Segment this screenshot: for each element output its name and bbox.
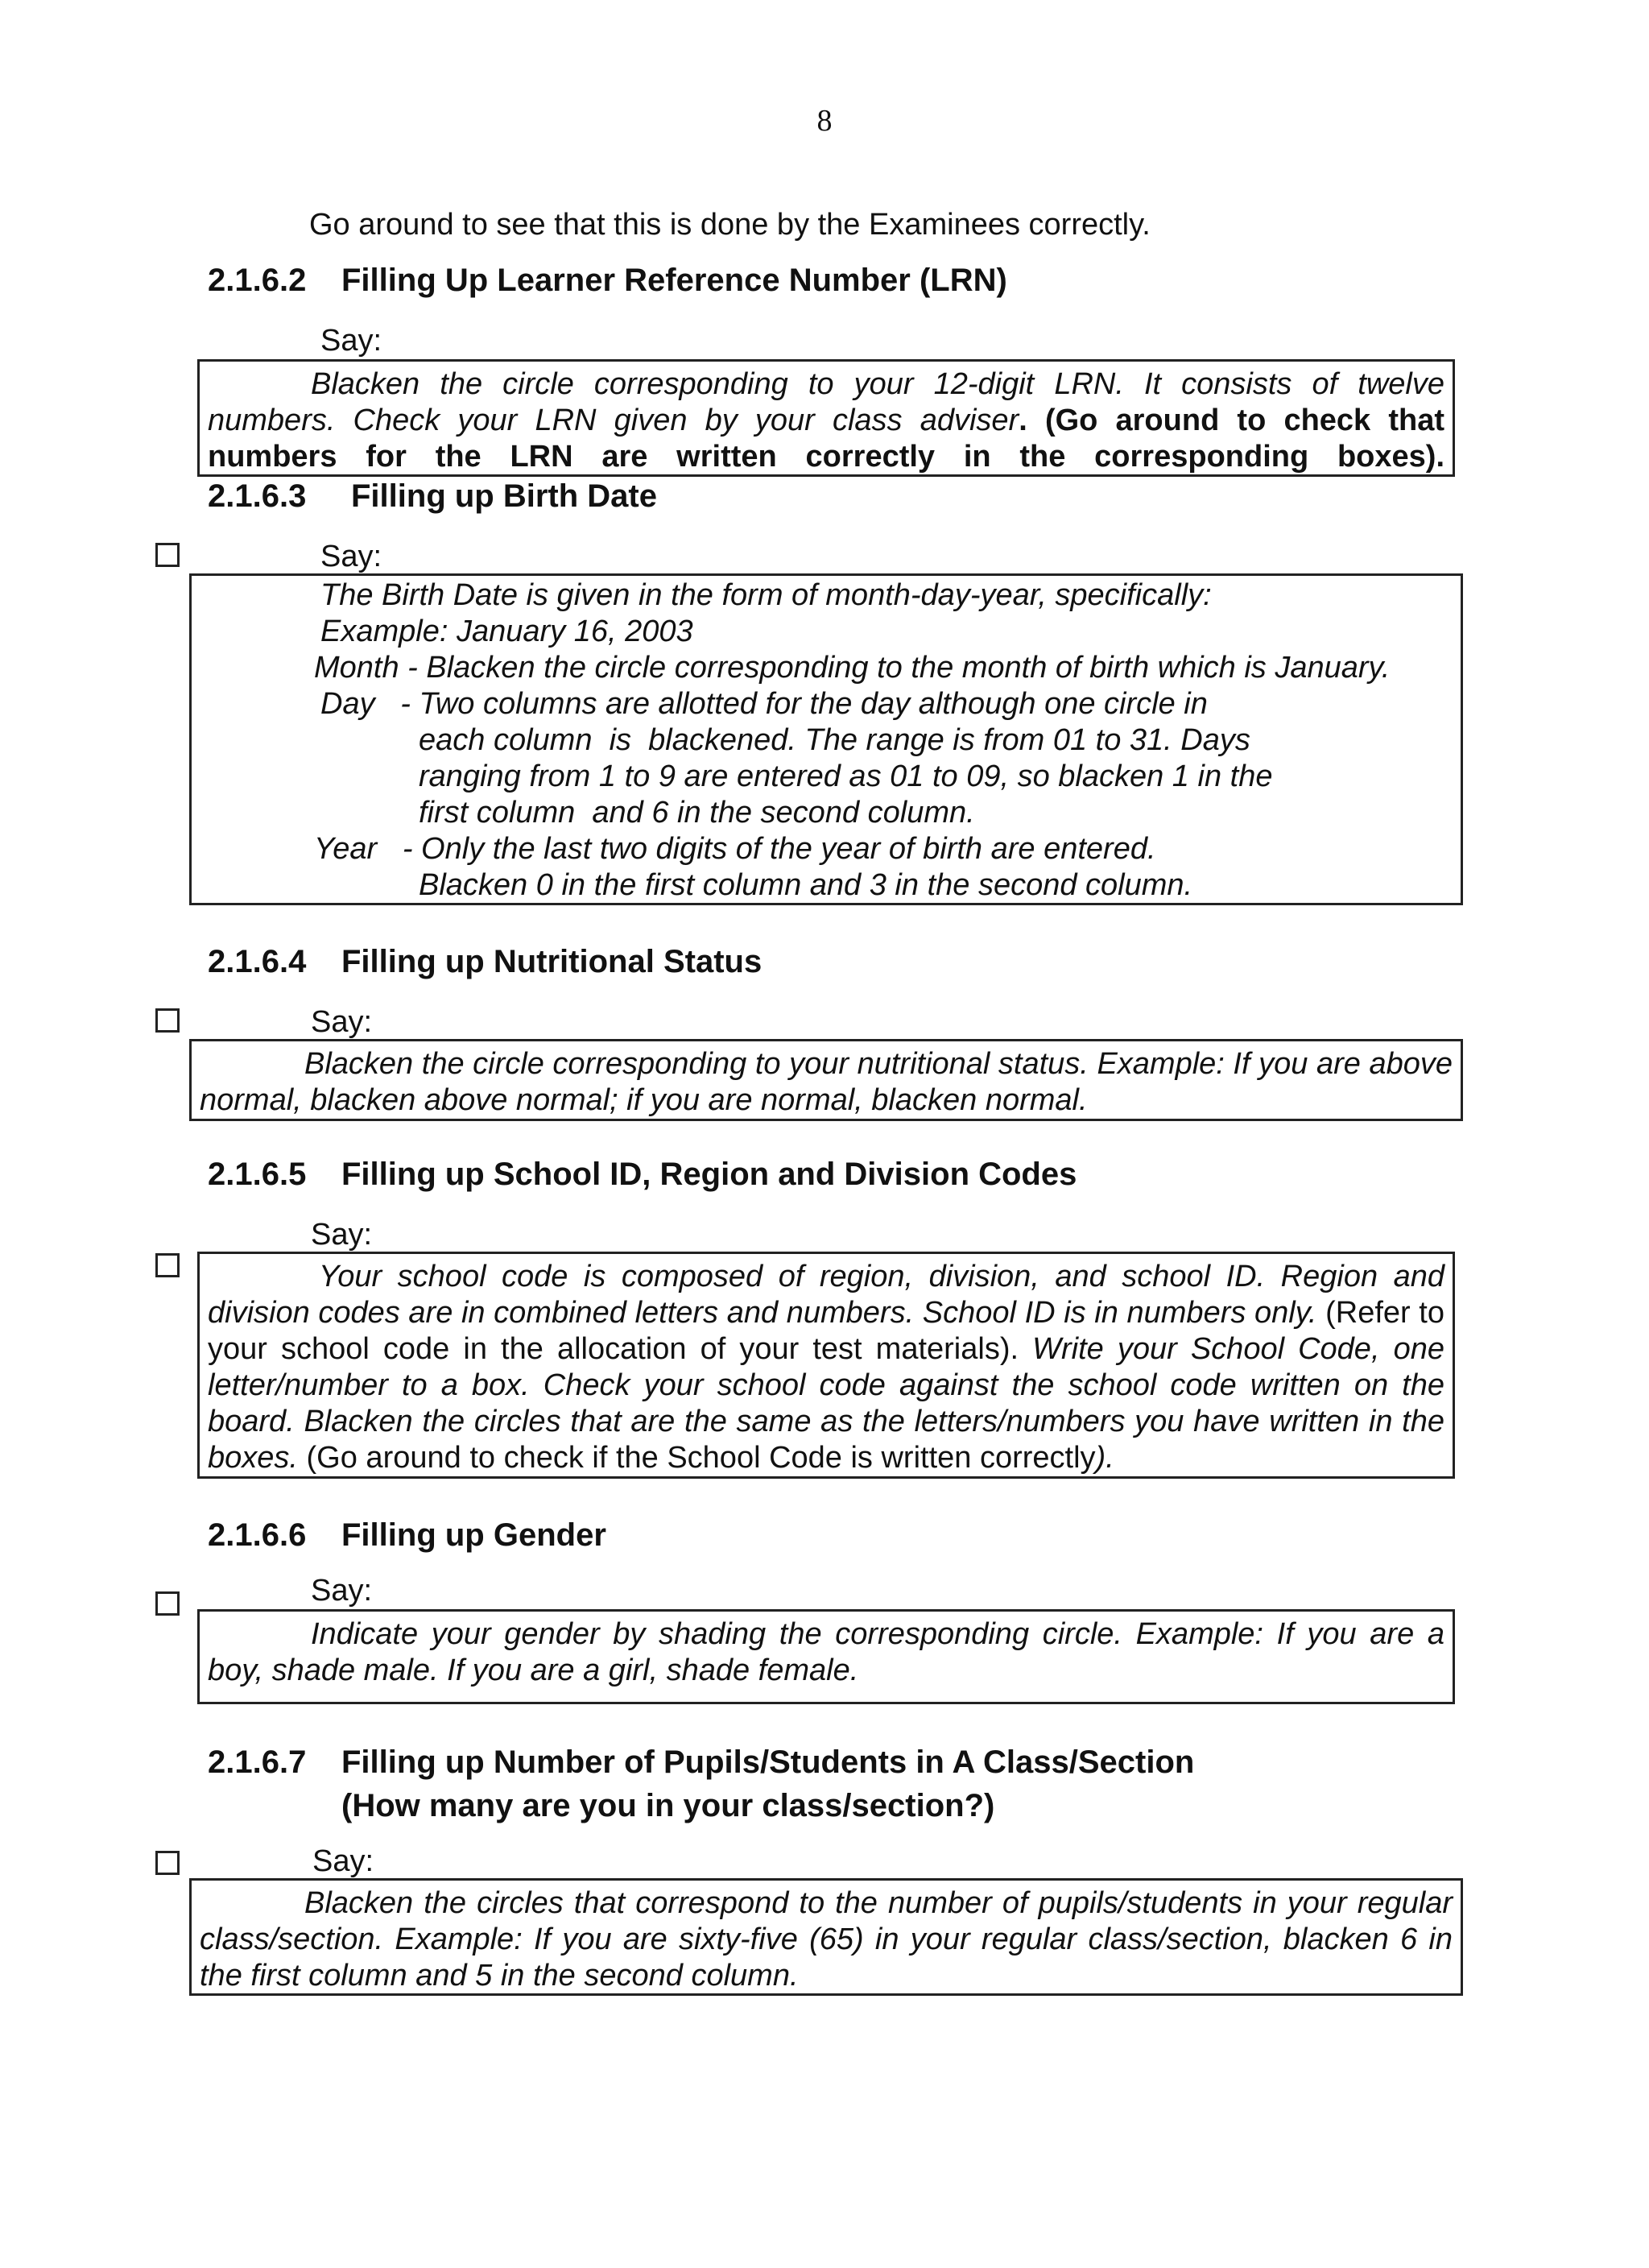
section-heading-pupils	[208, 1744, 1194, 1781]
instruction-text	[208, 1259, 1444, 1476]
instruction-italic: Write your School Code, one letter/number to a box. Check your school code against the school code written on the board. Blacken the circles that are the same as the letters/numbers you have written in the boxes.	[208, 1332, 1444, 1475]
birth-line: Month - Blacken the circle corresponding to the month of birth which is January.	[314, 651, 1391, 685]
say-label: Say:	[311, 1005, 373, 1039]
page-number: 8	[816, 104, 833, 138]
section-number: 2.1.6.2	[208, 263, 307, 298]
checkbox[interactable]	[155, 1591, 180, 1616]
instruction-normal: (Refer to your school code in the allocation of your test materials).	[208, 1296, 1444, 1366]
section-number: 2.1.6.5	[208, 1157, 307, 1192]
section-number: 2.1.6.6	[208, 1517, 307, 1553]
instruction-box-birth	[189, 573, 1463, 905]
section-number: 2.1.6.7	[208, 1744, 307, 1780]
instruction-box-pupils	[189, 1878, 1463, 1996]
say-label: Say:	[312, 1844, 374, 1878]
intro-text: Go around to see that this is done by the Examinees correctly.	[309, 208, 1151, 242]
section-title: Filling up Number of Pupils/Students in A Class/Section	[341, 1744, 1195, 1780]
section-heading-lrn	[208, 263, 1007, 299]
say-label: Say:	[320, 540, 382, 573]
birth-line: ranging from 1 to 9 are entered as 01 to 09, so blacken 1 in the	[419, 759, 1273, 793]
birth-line: Year - Only the last two digits of the year of birth are entered.	[314, 832, 1156, 866]
instruction-box-nutrition	[189, 1039, 1463, 1121]
instruction-text: Indicate your gender by shading the corresponding circle. Example: If you are a boy, shade male. If you are a girl, shade female.	[208, 1617, 1444, 1687]
instruction-italic: ).	[1095, 1441, 1114, 1475]
instruction-box-lrn	[197, 359, 1455, 477]
section-heading-school	[208, 1157, 1077, 1193]
instruction-bold: (Go around to check that numbers for the LRN are written correctly in the corresponding boxes).	[208, 404, 1444, 474]
birth-line: Example: January 16, 2003	[320, 615, 693, 648]
instruction-text: Blacken the circles that correspond to the number of pupils/students in your regular class/section. Example: If you are sixty-five (65) in your regular class/section, blacken 6 in the first column and 5 in the second column.	[200, 1886, 1453, 1993]
section-title: Filling Up Learner Reference Number (LRN)	[341, 263, 1007, 298]
section-heading-nutrition	[208, 944, 762, 980]
birth-line: Day - Two columns are allotted for the day although one circle in	[320, 687, 1208, 721]
section-subtitle: (How many are you in your class/section?)	[341, 1788, 995, 1823]
say-label: Say:	[311, 1218, 373, 1252]
instruction-period: .	[1019, 404, 1027, 437]
checkbox[interactable]	[155, 543, 180, 567]
section-heading-gender	[208, 1517, 606, 1554]
say-label: Say:	[320, 324, 382, 358]
instruction-italic: Your school code is composed of region, division, and school ID. Region and division codes are in combined letters and numbers. School ID is in numbers only.	[208, 1260, 1444, 1330]
birth-line: first column and 6 in the second column.	[419, 796, 975, 830]
instruction-text	[208, 366, 1444, 475]
section-title: Filling up Nutritional Status	[341, 944, 763, 979]
birth-line: each column is blackened. The range is from 01 to 31. Days	[419, 723, 1250, 757]
say-label: Say:	[311, 1574, 373, 1608]
section-heading-birth	[208, 478, 657, 515]
birth-line: Blacken 0 in the first column and 3 in the second column.	[419, 868, 1193, 902]
checkbox[interactable]	[155, 1008, 180, 1033]
checkbox[interactable]	[155, 1253, 180, 1277]
checkbox[interactable]	[155, 1851, 180, 1875]
section-number: 2.1.6.3	[208, 478, 307, 514]
section-title: Filling up Gender	[341, 1517, 606, 1553]
instruction-box-school	[197, 1252, 1455, 1479]
instruction-normal: (Go around to check if the School Code is written correctly	[306, 1441, 1096, 1475]
section-title: Filling up School ID, Region and Division Codes	[341, 1157, 1077, 1192]
instruction-italic: Blacken the circle corresponding to your 12-digit LRN. It consists of twelve numbers. Check your LRN given by your class adviser	[208, 367, 1444, 437]
section-number: 2.1.6.4	[208, 944, 307, 979]
instruction-box-gender	[197, 1609, 1455, 1704]
birth-line: The Birth Date is given in the form of month-day-year, specifically:	[320, 578, 1212, 612]
section-title: Filling up Birth Date	[351, 478, 657, 514]
instruction-text: Blacken the circle corresponding to your nutritional status. Example: If you are above normal, blacken above normal; if you are normal, blacken normal.	[200, 1047, 1453, 1117]
